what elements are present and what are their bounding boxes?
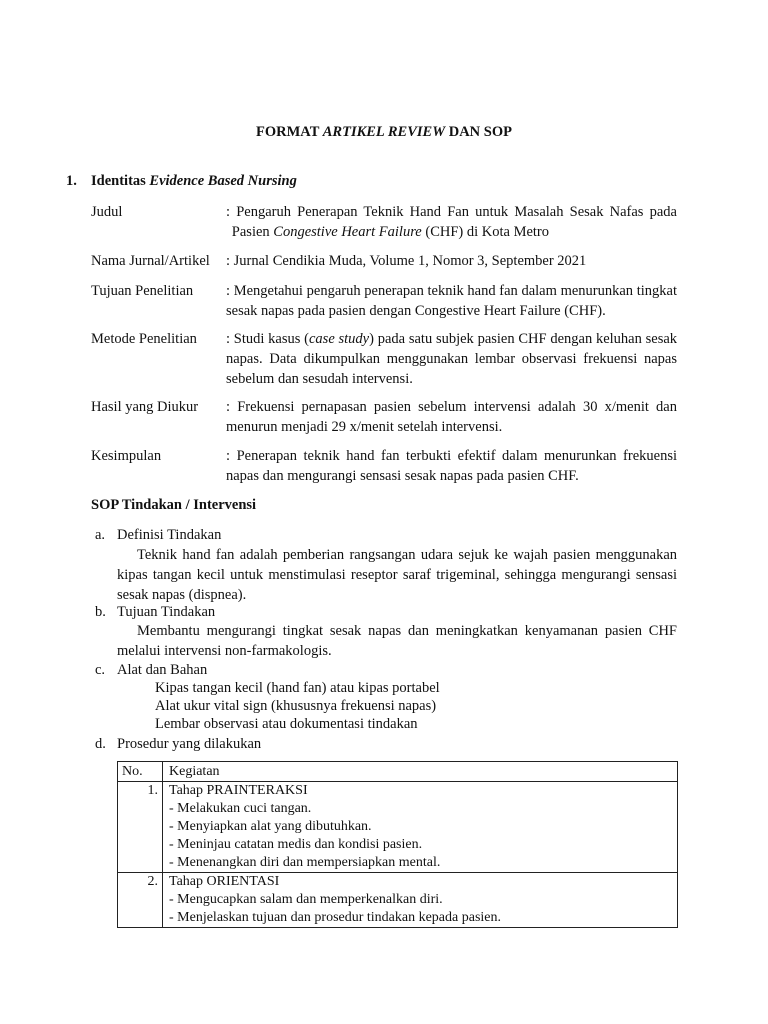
identity-row-metode: [91, 329, 677, 389]
procedure-table: [117, 761, 678, 928]
tools-list: [155, 679, 440, 733]
identity-row-hasil: [91, 397, 677, 437]
sop-item-a: [95, 525, 677, 545]
item-letter: d.: [95, 736, 106, 752]
stage-title: Tahap PRAINTERAKSI: [169, 783, 308, 798]
sop-heading: SOP Tindakan / Intervensi: [91, 497, 257, 513]
item-letter: a.: [95, 527, 106, 543]
document-title: FORMAT ARTIKEL REVIEW DAN SOP: [256, 124, 512, 140]
stage-title: Tahap ORIENTASI: [169, 874, 280, 889]
header-no: No.: [118, 762, 163, 782]
identity-row-jurnal: [91, 251, 677, 271]
table-row: [118, 782, 678, 873]
step-item: - Mengucapkan salam dan memperkenalkan diri.: [169, 892, 443, 907]
step-item: - Meninjau catatan medis dan kondisi pasien.: [169, 837, 423, 852]
step-item: - Melakukan cuci tangan.: [169, 801, 312, 816]
item-letter: b.: [95, 604, 106, 620]
sop-item-d: [95, 734, 677, 754]
row-activities: [163, 782, 678, 873]
item-letter: c.: [95, 662, 106, 678]
identity-label: Metode Penelitian: [91, 331, 197, 347]
tools-list-item: Kipas tangan kecil (hand fan) atau kipas portabel: [155, 680, 440, 696]
item-heading: Prosedur yang dilakukan: [117, 736, 262, 752]
tools-list-item: Lembar observasi atau dokumentasi tindakan: [155, 716, 418, 732]
identity-label: Nama Jurnal/Artikel: [91, 253, 210, 269]
identity-row-tujuan: [91, 281, 677, 321]
step-item: - Menenangkan diri dan mempersiapkan mental.: [169, 855, 441, 870]
identity-label: Kesimpulan: [91, 448, 162, 464]
table-row: [118, 873, 678, 928]
step-item: - Menyiapkan alat yang dibutuhkan.: [169, 819, 372, 834]
section-1-heading: 1. Identitas Evidence Based Nursing: [66, 173, 297, 189]
item-heading: Definisi Tindakan: [117, 527, 222, 543]
identity-value: : Jurnal Cendikia Muda, Volume 1, Nomor 3, September 2021: [226, 253, 587, 269]
identity-row-kesimpulan: [91, 446, 677, 486]
step-item: - Menjelaskan tujuan dan prosedur tindakan kepada pasien.: [169, 910, 502, 925]
identity-value: : Penerapan teknik hand fan terbukti efektif dalam menurunkan frekuensi napas dan mengurangi sensasi sesak napas pada pasien CHF.: [226, 448, 677, 484]
item-heading: Tujuan Tindakan: [117, 604, 216, 620]
sop-item-b: [95, 602, 677, 622]
item-heading: Alat dan Bahan: [117, 662, 208, 678]
row-number: 2.: [118, 873, 163, 928]
identity-value: : Frekuensi pernapasan pasien sebelum intervensi adalah 30 x/menit dan menurun menjadi 29 x/menit setelah intervensi.: [226, 399, 677, 435]
identity-label: Judul: [91, 204, 123, 220]
sop-item-c: [95, 660, 677, 680]
identity-row-judul: [91, 202, 677, 242]
identity-label: Hasil yang Diukur: [91, 399, 199, 415]
purpose-paragraph: Membantu mengurangi tingkat sesak napas dan meningkatkan kenyamanan pasien CHF melalui intervensi non-farmakologis.: [117, 623, 677, 659]
identity-label: Tujuan Penelitian: [91, 283, 194, 299]
identity-value: : Studi kasus (case study) pada satu subjek pasien CHF dengan keluhan sesak napas. Data dikumpulkan menggunakan lembar observasi frekuensi napas sebelum dan sesudah intervensi.: [226, 331, 678, 387]
definition-paragraph: Teknik hand fan adalah pemberian rangsangan udara sejuk ke wajah pasien menggunakan kipas tangan kecil untuk menstimulasi reseptor saraf trigeminal, sehingga mengurangi sensasi sesak napas (dispnea).: [117, 547, 677, 603]
row-activities: [163, 873, 678, 928]
row-number: 1.: [118, 782, 163, 873]
table-header-row: [118, 762, 678, 782]
identity-value: : Pengaruh Penerapan Teknik Hand Fan untuk Masalah Sesak Nafas pada Pasien Congestive Heart Failure (CHF) di Kota Metro: [226, 204, 677, 240]
identity-value: : Mengetahui pengaruh penerapan teknik hand fan dalam menurunkan tingkat sesak napas pada pasien dengan Congestive Heart Failure (CHF).: [226, 283, 677, 319]
tools-list-item: Alat ukur vital sign (khususnya frekuensi napas): [155, 698, 437, 714]
header-kegiatan: Kegiatan: [163, 762, 678, 782]
